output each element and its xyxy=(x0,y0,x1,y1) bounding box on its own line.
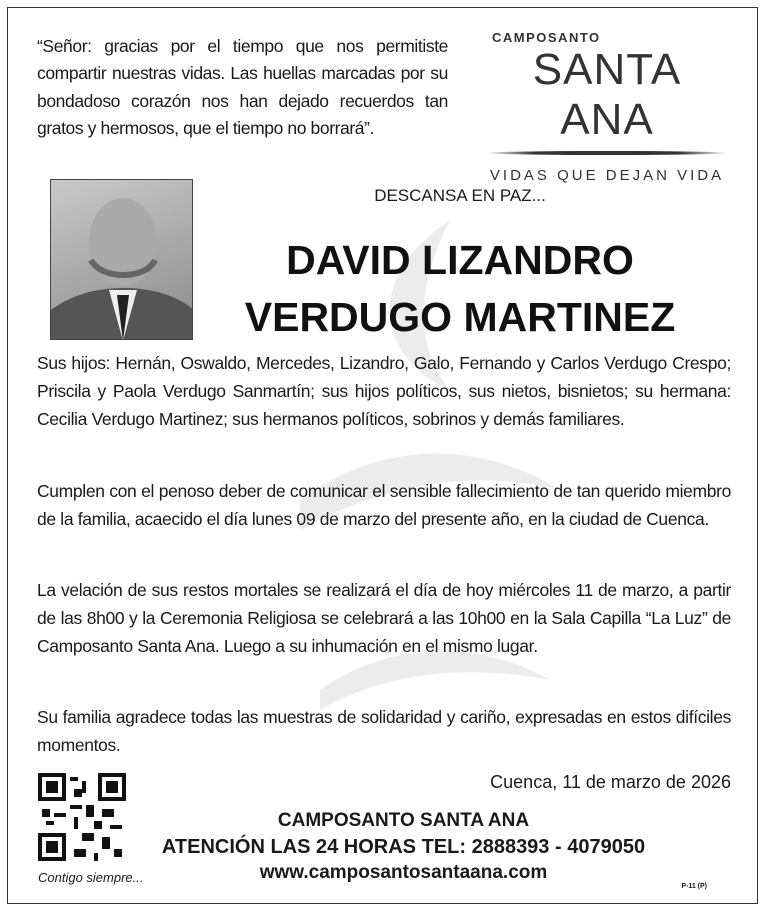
ceremony-paragraph: La velación de sus restos mortales se realizará el día de hoy miércoles 11 de marzo, a partir de las 8h00 y la Ceremonia Religiosa se celebrará a las 10h00 en la Sala Capilla “La Luz” de Camposanto Santa Ana. Luego a su inhumación en el mismo lugar. xyxy=(37,580,731,656)
footer-company: CAMPOSANTO SANTA ANA xyxy=(277,810,530,831)
ad-code: P-11 (P) xyxy=(681,883,707,890)
logo-main-text: SANTA ANA xyxy=(532,45,682,144)
opening-quote: “Señor: gracias por el tiempo que nos permitiste compartir nuestras vidas. Las huellas marcadas por su bondadoso corazón nos han dejado recuerdos tan gratos y hermosos, que el tiempo no borrará”. xyxy=(37,36,448,138)
date-line: Cuenca, 11 de marzo de 2026 xyxy=(490,772,731,792)
thanks-paragraph: Su familia agradece todas las muestras de solidaridad y cariño, expresadas en estos difíciles momentos. xyxy=(37,707,731,755)
name-line-1: DAVID LIZANDRO xyxy=(286,237,634,283)
logo-divider xyxy=(486,151,728,155)
family-paragraph: Sus hijos: Hernán, Oswaldo, Mercedes, Lizandro, Galo, Fernando y Carlos Verdugo Crespo; Priscila y Paola Verdugo Sanmartín; sus hijos políticos, sus nietos, bisnietos; su hermana: Cecilia Verdugo Martinez; sus hermanos políticos, sobrinos y demás familiares. xyxy=(37,353,731,429)
footer-phone: ATENCIÓN LAS 24 HORAS TEL: 2888393 - 4079050 xyxy=(161,836,646,858)
announcement-paragraph: Cumplen con el penoso deber de comunicar el sensible fallecimiento de tan querido miembro de la familia, acaecido el día lunes 09 de marzo del presente año, en la ciudad de Cuenca. xyxy=(37,481,731,529)
rest-in-peace-heading: DESCANSA EN PAZ... xyxy=(374,186,546,205)
deceased-name xyxy=(205,232,715,346)
slogan: Contigo siempre... xyxy=(38,870,144,885)
deceased-photo xyxy=(50,179,193,340)
logo-top-text: CAMPOSANTO xyxy=(492,30,601,45)
footer-website-link[interactable]: www.camposantosantaana.com xyxy=(259,862,548,883)
camposanto-logo xyxy=(482,30,732,184)
logo-tagline: VIDAS QUE DEJAN VIDA xyxy=(489,167,725,184)
name-line-2: VERDUGO MARTINEZ xyxy=(244,294,676,340)
